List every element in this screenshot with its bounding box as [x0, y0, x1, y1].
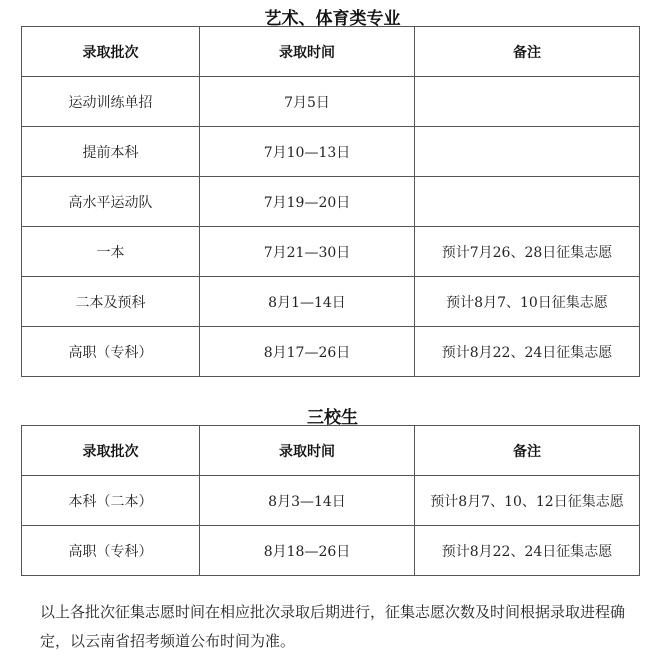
header-note: 备注 — [415, 27, 640, 77]
cell-batch: 高水平运动队 — [22, 177, 200, 227]
arts-sports-admission-table — [21, 26, 640, 377]
section-title-three-schools: 三校生 — [307, 408, 358, 428]
cell-time: 8月17—26日 — [200, 327, 415, 377]
table-row — [22, 526, 640, 576]
cell-batch: 提前本科 — [22, 127, 200, 177]
cell-note: 预计8月22、24日征集志愿 — [415, 526, 640, 576]
table-header-row — [22, 426, 640, 476]
cell-note: 预计8月22、24日征集志愿 — [415, 327, 640, 377]
header-time: 录取时间 — [200, 27, 415, 77]
cell-batch: 高职（专科） — [22, 327, 200, 377]
section-title-arts-sports: 艺术、体育类专业 — [264, 9, 401, 29]
cell-time: 8月1—14日 — [200, 277, 415, 327]
cell-note — [415, 77, 640, 127]
table-row — [22, 177, 640, 227]
cell-note — [415, 177, 640, 227]
cell-batch: 运动训练单招 — [22, 77, 200, 127]
table-row — [22, 327, 640, 377]
header-note: 备注 — [415, 426, 640, 476]
cell-time: 7月10—13日 — [200, 127, 415, 177]
table-row — [22, 227, 640, 277]
table-row — [22, 77, 640, 127]
header-batch: 录取批次 — [22, 426, 200, 476]
table-row — [22, 127, 640, 177]
table-row — [22, 277, 640, 327]
table-header-row — [22, 27, 640, 77]
cell-note: 预计7月26、28日征集志愿 — [415, 227, 640, 277]
cell-time: 7月5日 — [200, 77, 415, 127]
header-time: 录取时间 — [200, 426, 415, 476]
three-schools-admission-table — [21, 425, 640, 576]
cell-note — [415, 127, 640, 177]
cell-note: 预计8月7、10日征集志愿 — [415, 277, 640, 327]
cell-time: 8月3—14日 — [200, 476, 415, 526]
cell-batch: 本科（二本） — [22, 476, 200, 526]
cell-batch: 二本及预科 — [22, 277, 200, 327]
cell-time: 7月21—30日 — [200, 227, 415, 277]
cell-batch: 一本 — [22, 227, 200, 277]
cell-time: 8月18—26日 — [200, 526, 415, 576]
cell-time: 7月19—20日 — [200, 177, 415, 227]
table-row — [22, 476, 640, 526]
header-batch: 录取批次 — [22, 27, 200, 77]
footnote-text: 以上各批次征集志愿时间在相应批次录取后期进行，征集志愿次数及时间根据录取进程确定，以云南省招考频道公布时间为准。 — [40, 603, 626, 650]
cell-batch: 高职（专科） — [22, 526, 200, 576]
cell-note: 预计8月7、10、12日征集志愿 — [415, 476, 640, 526]
